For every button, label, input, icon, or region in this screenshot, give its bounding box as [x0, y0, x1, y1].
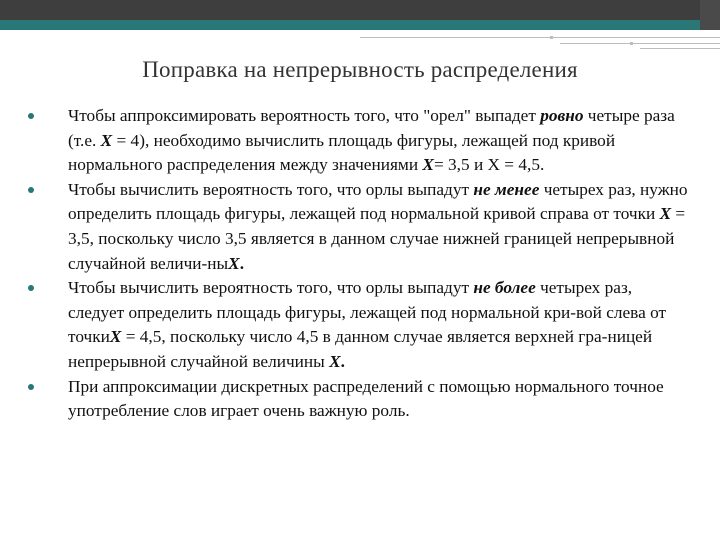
emphasis-text: не менее — [473, 179, 540, 199]
bullet-item — [28, 178, 688, 276]
slide-title: Поправка на непрерывность распределения — [142, 57, 578, 82]
decorative-line — [560, 43, 720, 44]
bullet-icon — [28, 285, 34, 291]
bullet-icon — [28, 384, 34, 390]
bullet-text: Чтобы аппроксимировать вероятность того, что "орел" выпадет — [68, 106, 541, 125]
header-bar-dark — [0, 0, 720, 20]
bullet-icon — [28, 187, 34, 193]
bullet-text: четырех раз, нужно определить площадь фигуры, лежащей под нормальной кривой справа от точки — [68, 179, 688, 224]
emphasis-text: ровно — [540, 106, 584, 125]
header-corner-block — [700, 0, 720, 30]
bullet-item — [28, 375, 688, 424]
bullet-text: = 3,5 и X = 4,5. — [433, 155, 545, 175]
variable-text: X — [659, 204, 672, 224]
bullet-text: = 4,5, поскольку число 4,5 в данном случае является верхней гра-ницей непрерывной случайной величины — [68, 327, 653, 371]
decorative-dot — [550, 36, 553, 39]
variable-text: X — [100, 130, 113, 150]
bullet-text: = 4), необходимо вычислить площадь фигуры, лежащей под кривой нормального распределения между значениями — [68, 130, 616, 175]
bullet-text: . — [340, 351, 345, 371]
bullet-text: = 3,5, поскольку число 3,5 является в данном случае нижней границей непрерывной случайной величи-ны — [68, 204, 686, 273]
bullet-text: четыре раза (т.е. — [68, 106, 675, 150]
variable-text: X — [109, 327, 122, 347]
bullet-item — [28, 276, 688, 374]
variable-text: X — [422, 155, 434, 175]
variable-text: X — [228, 253, 240, 273]
bullet-item — [28, 104, 688, 178]
decorative-dot — [630, 42, 633, 45]
bullet-icon — [28, 113, 34, 119]
bullet-text: Чтобы вычислить вероятность того, что орлы выпадут — [68, 278, 474, 298]
bullet-text: Чтобы вычислить вероятность того, что орлы выпадут — [68, 179, 474, 199]
variable-text: X — [329, 351, 341, 371]
decorative-line — [640, 48, 720, 49]
decorative-line — [360, 37, 720, 38]
bullet-list — [28, 104, 688, 424]
bullet-text: При аппроксимации дискретных распределений с помощью нормального точное употребление слов играет очень важную роль. — [68, 376, 664, 421]
emphasis-text: не более — [473, 278, 536, 298]
bullet-text: четырех раз, следует определить площадь фигуры, лежащей под нормальной кри-вой слева от точки — [68, 278, 667, 347]
header-bar-accent — [0, 20, 720, 30]
bullet-text: . — [239, 253, 245, 273]
